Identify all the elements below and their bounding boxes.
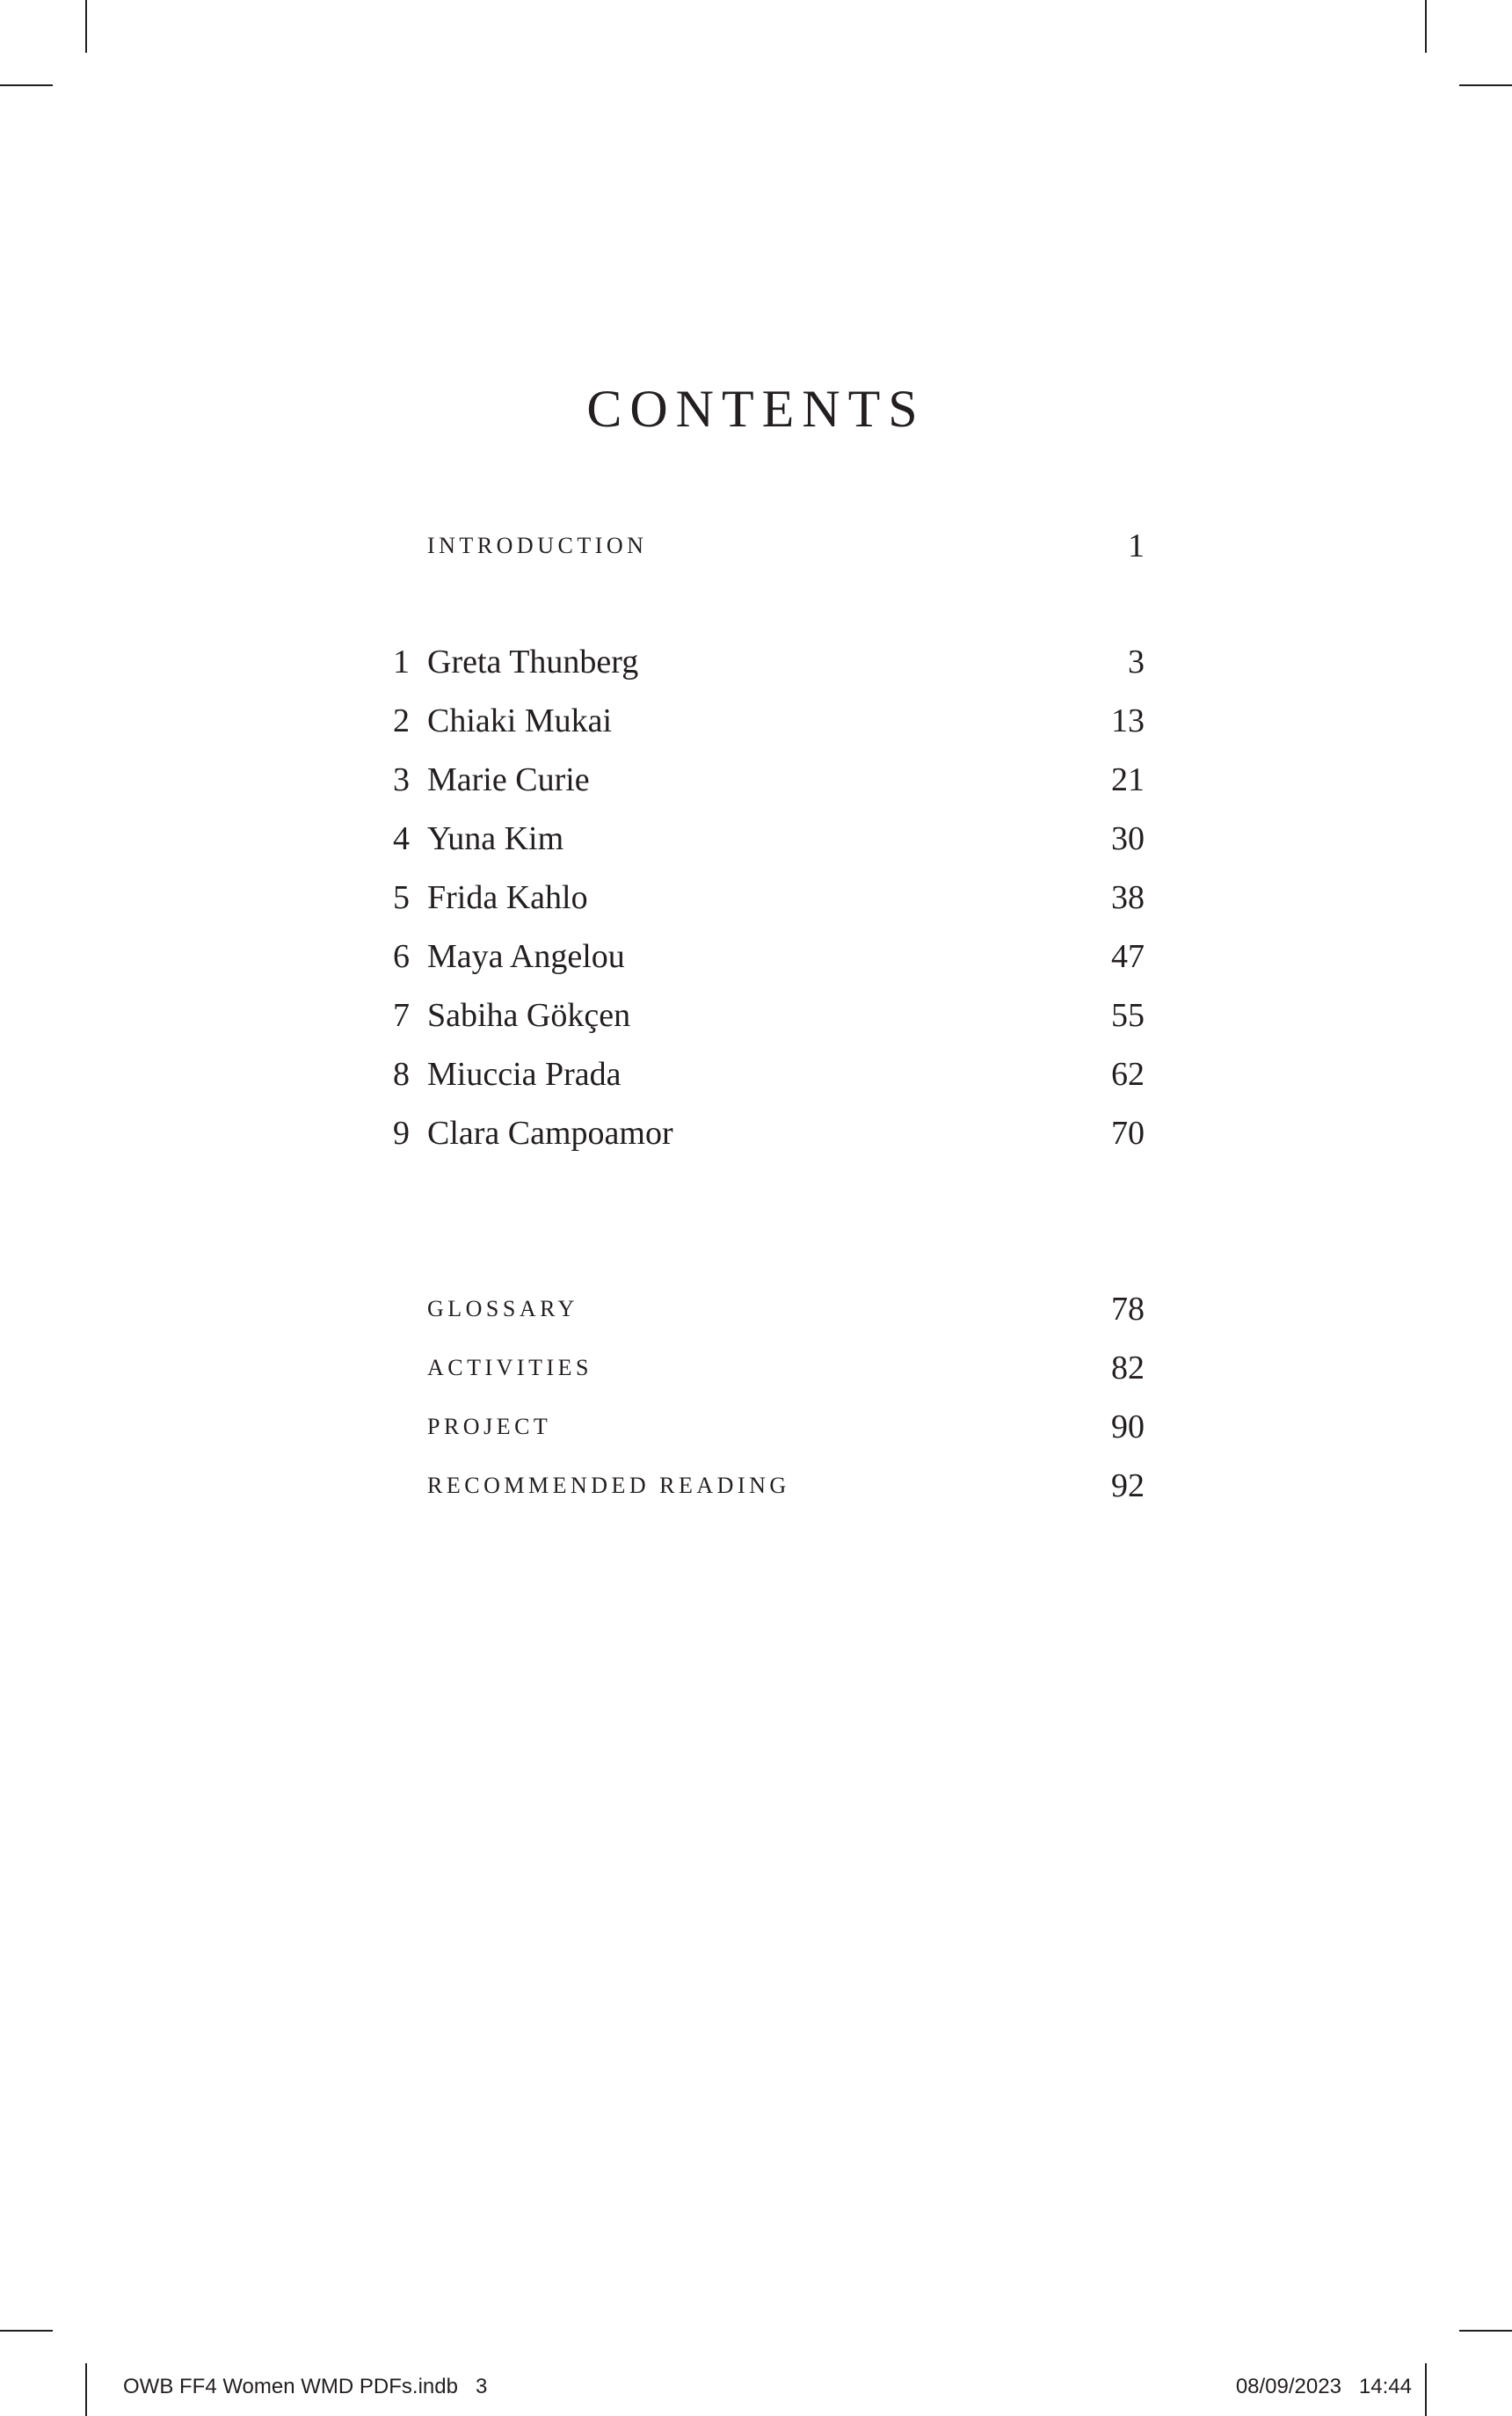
toc-chapter-8[interactable] (369, 1045, 1145, 1103)
toc-entry-glossary[interactable] (369, 1280, 1145, 1338)
toc-chapter-9[interactable] (369, 1104, 1145, 1162)
toc-chapter-title: Chiaki Mukai (427, 702, 613, 739)
toc-entry-page: 90 (1111, 1408, 1145, 1445)
toc-chapter-2[interactable] (369, 692, 1145, 750)
toc-chapter-title: Greta Thunberg (427, 644, 639, 680)
crop-mark-top-left (85, 0, 87, 53)
toc-entry-label: PROJECT (427, 1414, 552, 1439)
toc-entry-recommended-reading[interactable] (369, 1457, 1145, 1515)
toc-entry-page: 92 (1111, 1467, 1145, 1504)
toc-entry-introduction[interactable] (369, 517, 1145, 575)
toc-chapter-page: 70 (1111, 1115, 1145, 1152)
toc-entry-page: 82 (1111, 1350, 1145, 1386)
crop-mark-bottom-left-h (0, 2330, 53, 2332)
toc-chapter-title: Sabiha Gökçen (427, 997, 631, 1034)
toc-entry-page: 78 (1111, 1291, 1145, 1328)
toc-chapter-title: Clara Campoamor (427, 1115, 673, 1152)
toc-chapter-title: Frida Kahlo (427, 879, 588, 916)
toc-chapter-number: 4 (393, 820, 410, 857)
toc-chapter-page: 30 (1111, 820, 1145, 857)
crop-mark-bottom-left (85, 2363, 87, 2416)
crop-mark-bottom-right-h (1459, 2330, 1512, 2332)
slug-file: OWB FF4 Women WMD PDFs.indb 3 (123, 2375, 488, 2398)
toc-chapter-3[interactable] (369, 751, 1145, 809)
toc-chapter-7[interactable] (369, 986, 1145, 1044)
crop-mark-top-left-h (0, 84, 53, 86)
toc-chapter-number: 2 (393, 702, 410, 739)
toc-chapter-page: 3 (1128, 644, 1145, 680)
crop-mark-bottom-right (1425, 2363, 1427, 2416)
toc-chapter-number: 7 (393, 997, 410, 1034)
toc-chapter-title: Marie Curie (427, 761, 590, 798)
page-title: CONTENTS (586, 380, 926, 438)
toc-entry-project[interactable] (369, 1398, 1145, 1456)
toc-chapter-page: 13 (1111, 702, 1145, 739)
toc-chapter-number: 6 (393, 938, 410, 975)
toc-entry-label: ACTIVITIES (427, 1355, 592, 1380)
toc-entry-activities[interactable] (369, 1339, 1145, 1397)
toc-entry-page: 1 (1128, 528, 1145, 564)
crop-mark-top-right (1425, 0, 1427, 53)
crop-mark-top-right-h (1459, 84, 1512, 86)
toc-chapter-5[interactable] (369, 869, 1145, 927)
toc-chapter-number: 3 (393, 761, 410, 798)
toc-chapter-number: 1 (393, 644, 410, 680)
toc-entry-label: INTRODUCTION (427, 533, 648, 558)
toc-chapter-number: 9 (393, 1115, 410, 1152)
slug-datetime: 08/09/2023 14:44 (1235, 2375, 1412, 2398)
toc-chapter-6[interactable] (369, 928, 1145, 986)
toc-entry-label: GLOSSARY (427, 1296, 578, 1321)
toc-chapter-page: 21 (1111, 761, 1145, 798)
toc-chapter-page: 55 (1111, 997, 1145, 1034)
toc-entry-label: RECOMMENDED READING (427, 1473, 790, 1498)
toc-chapter-title: Yuna Kim (427, 820, 564, 857)
toc-chapter-title: Miuccia Prada (427, 1056, 622, 1093)
toc-chapter-page: 62 (1111, 1056, 1145, 1093)
toc-chapter-title: Maya Angelou (427, 938, 625, 975)
toc-chapter-4[interactable] (369, 810, 1145, 868)
toc-chapter-page: 47 (1111, 938, 1145, 975)
toc-chapter-number: 5 (393, 879, 410, 916)
toc-chapter-number: 8 (393, 1056, 410, 1093)
toc-chapter-1[interactable] (369, 633, 1145, 691)
toc-chapter-page: 38 (1111, 879, 1145, 916)
